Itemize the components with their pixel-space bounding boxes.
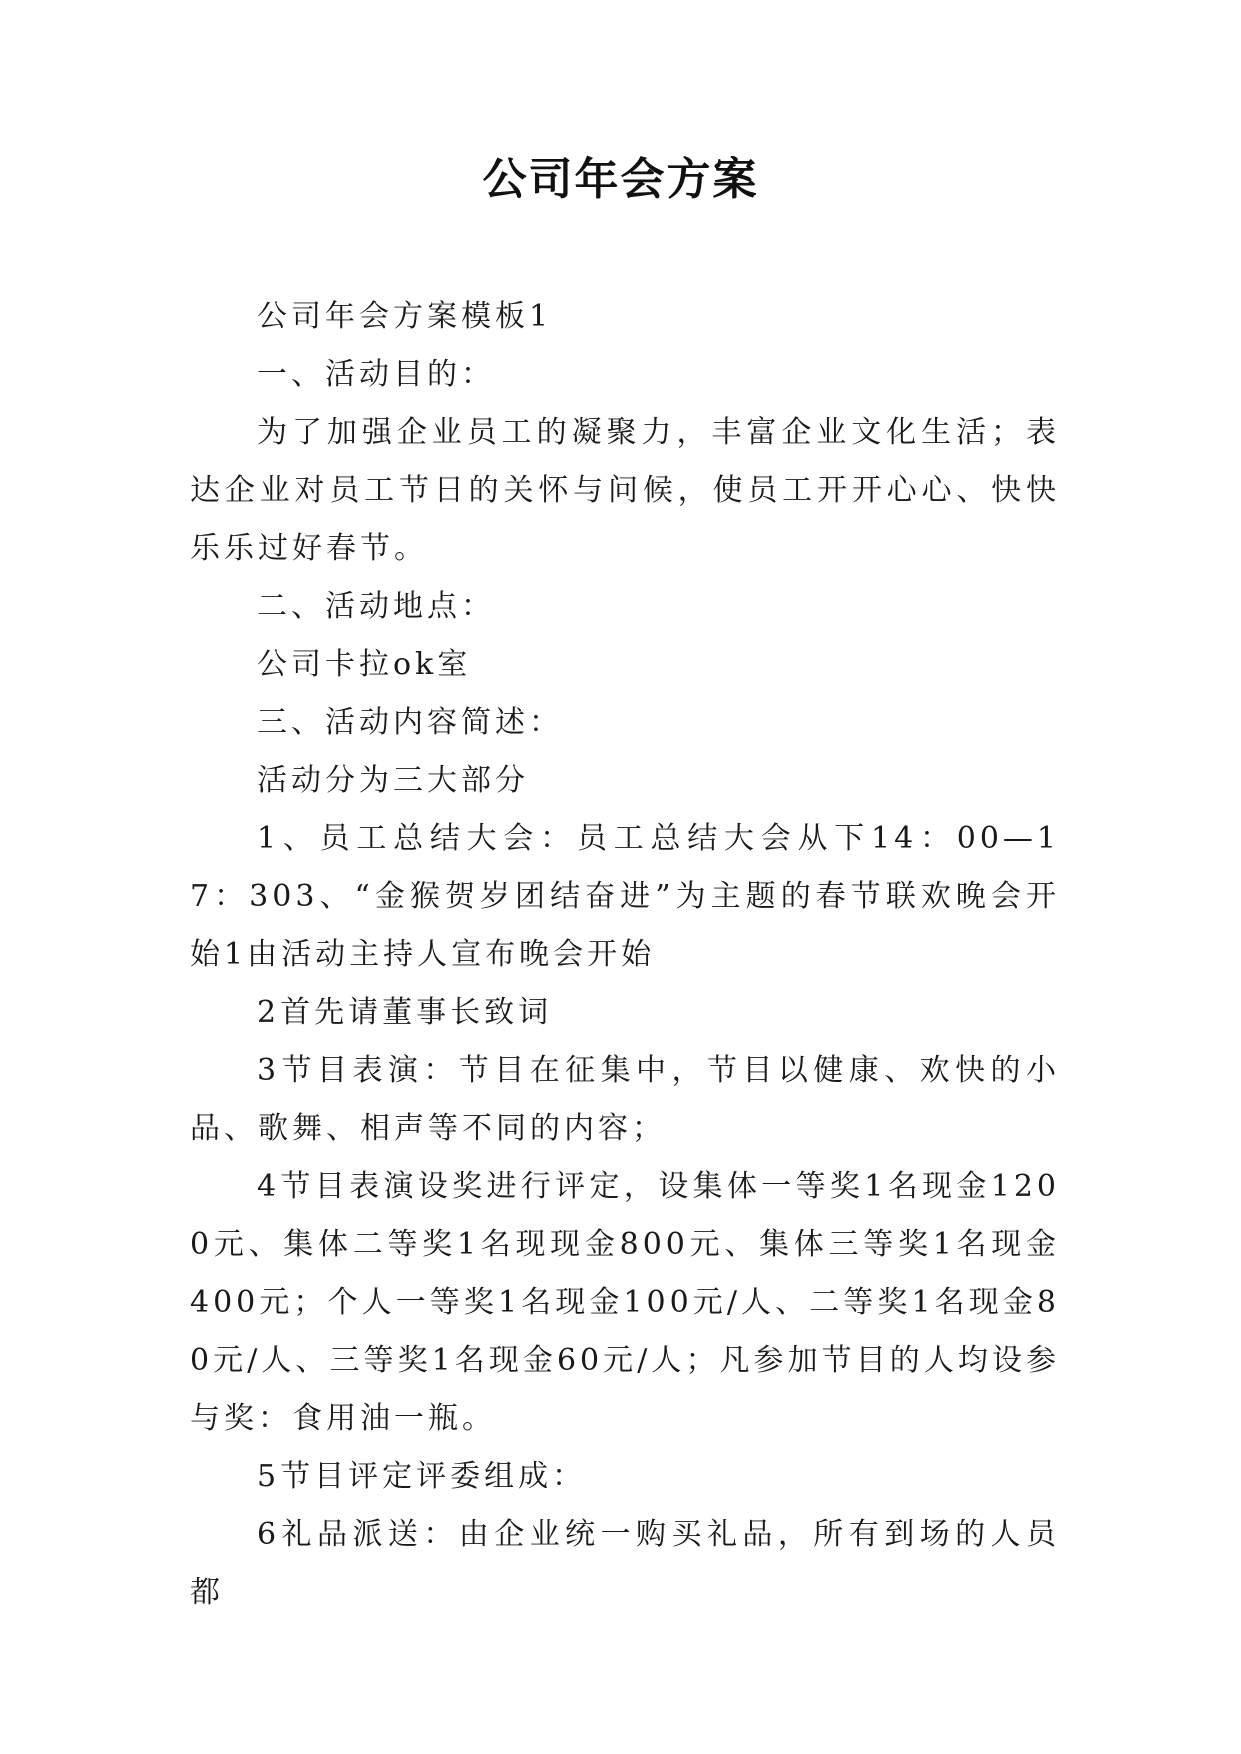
paragraph-item-2: 2首先请董事长致词 <box>257 995 553 1030</box>
document-title: 公司年会方案 <box>482 154 759 205</box>
paragraph-location: 公司卡拉ok室 <box>257 647 472 682</box>
paragraph-section-3-heading: 三、活动内容简述： <box>257 705 563 740</box>
paragraph-template-heading: 公司年会方案模板1 <box>257 299 553 334</box>
paragraph-item-1: 1、员工总结大会：员工总结大会从下14：00—17：303、“金猴贺岁团结奋进”为主题的春节联欢晚会开始1由活动主持人宣布晚会开始 <box>190 821 1060 972</box>
paragraph-section-1-heading: 一、活动目的： <box>257 357 495 392</box>
paragraph-section-2-heading: 二、活动地点： <box>257 589 495 624</box>
paragraph-parts-intro: 活动分为三大部分 <box>257 763 529 798</box>
document-body <box>190 288 1060 1622</box>
paragraph-purpose: 为了加强企业员工的凝聚力，丰富企业文化生活；表达企业对员工节日的关怀与问候，使员工开开心心、快快乐乐过好春节。 <box>190 415 1060 566</box>
paragraph-item-3: 3节目表演：节目在征集中，节目以健康、欢快的小品、歌舞、相声等不同的内容； <box>190 1053 1060 1146</box>
paragraph-item-6: 6礼品派送：由企业统一购买礼品，所有到场的人员都 <box>190 1517 1060 1610</box>
paragraph-item-4: 4节目表演设奖进行评定，设集体一等奖1名现金1200元、集体二等奖1名现现金800元、集体三等奖1名现金400元；个人一等奖1名现金100元/人、二等奖1名现金80元/人、三等奖1名现金60元/人；凡参加节目的人均设参与奖：食用油一瓶。 <box>190 1169 1060 1436</box>
paragraph-item-5: 5节目评定评委组成： <box>257 1459 587 1494</box>
